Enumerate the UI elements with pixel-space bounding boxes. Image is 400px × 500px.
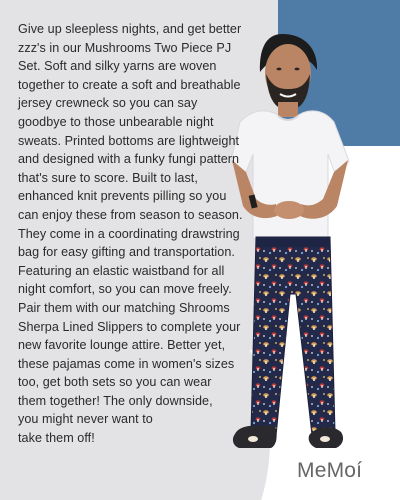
product-description: Give up sleepless nights, and get better zzz's in our Mushrooms Two Piece PJ Set. Soft and silky yarns are woven together to create a soft and breathable jersey crewneck so you can say goodbye to those unbearable night sweats. Printed bottoms are lightweight and designed with a funky fungi pattern that's sure to score. Built to last, enhanced knit prevents pilling so you can enjoy these from season to season. They come in a coordinating drawstring bag for easy gifting and transportation. Featuring an elastic waistband for all night comfort, so you can move freely. Pair them with our matching Shrooms Sherpa Lined Slippers to complete your new favorite lounge attire. Better yet, these pajamas come in women's sizes too, get both sets so you can wear them together! The only downside, you might never want to take them off! <box>18 22 243 446</box>
brand-logo: MeMoí <box>297 459 363 482</box>
